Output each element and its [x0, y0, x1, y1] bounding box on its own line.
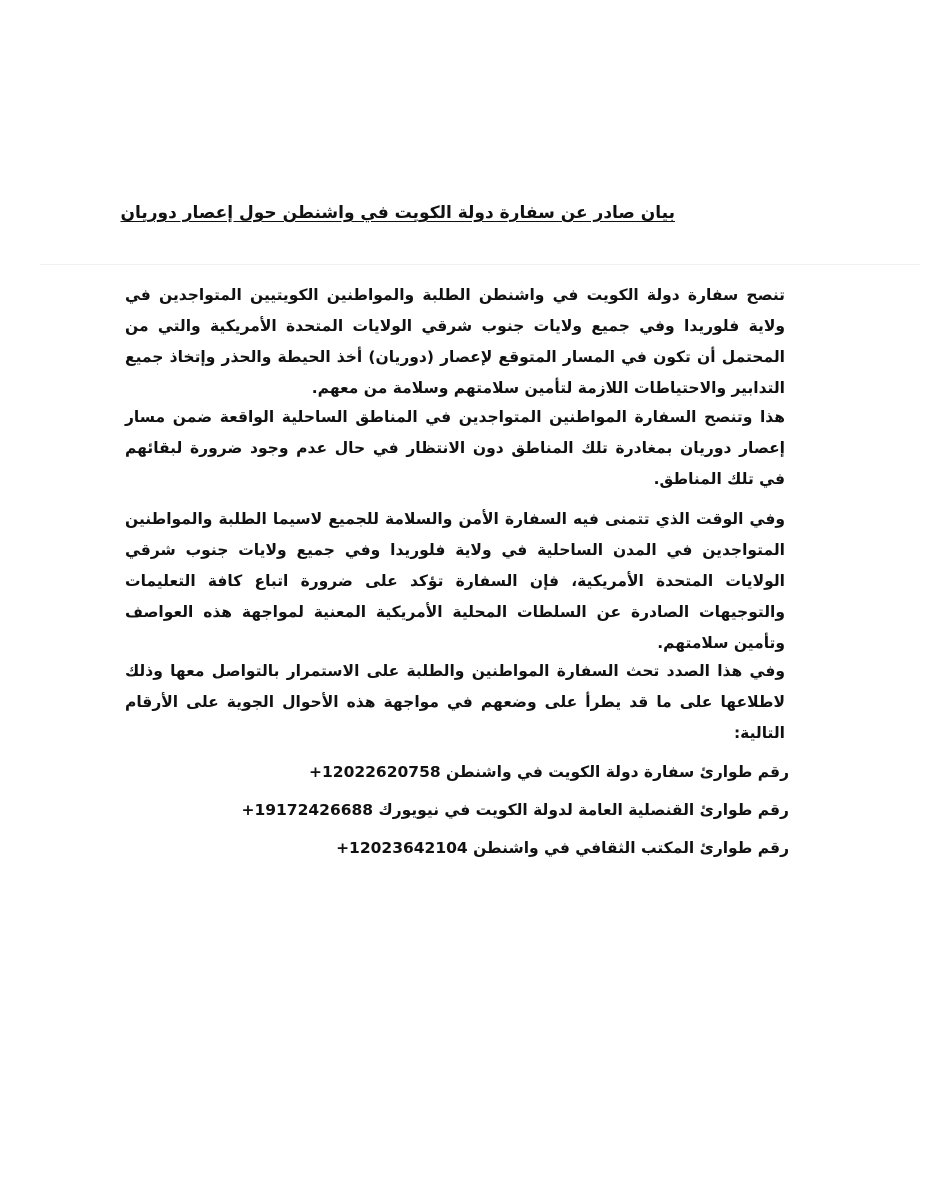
contact-label: رقم طوارئ المكتب الثقافي في واشنطن	[473, 839, 789, 857]
contact-label: رقم طوارئ سفارة دولة الكويت في واشنطن	[446, 763, 789, 781]
paragraph-advisory: تنصح سفارة دولة الكويت في واشنطن الطلبة والمواطنين الكويتيين المتواجدين في ولاية فلوريدا وفي جميع ولايات جنوب شرقي الولايات المتحدة الأمريكية والتي من المحتمل أن تكون في المسار المتوقع لإعصار (دوريان) أخذ الحيطة والحذر وإتخاذ جميع التدابير والاحتياطات اللازمة لتأمين سلامتهم وسلامة من معهم.	[125, 286, 785, 397]
paragraph-contact-intro: وفي هذا الصدد تحث السفارة المواطنين والطلبة على الاستمرار بالتواصل معها وذلك لاطلاعها على ما قد يطرأ على وضعهم في مواجهة هذه الأحوال الجوية على الأرقام التالية:	[125, 662, 785, 742]
document-title: بيان صادر عن سفارة دولة الكويت في واشنطن حول إعصار دوريان	[120, 203, 675, 223]
contact-line-consulate	[241, 801, 789, 819]
contact-line-cultural-office	[336, 839, 789, 857]
contact-number: +19172426688	[241, 801, 374, 819]
contact-label: رقم طوارئ القنصلية العامة لدولة الكويت في نيويورك	[378, 801, 789, 819]
paragraph-instructions: وفي الوقت الذي تتمنى فيه السفارة الأمن والسلامة للجميع لاسيما الطلبة والمواطنين المتواجدين في المدن الساحلية في ولاية فلوريدا وفي جميع ولايات جنوب شرقي الولايات المتحدة الأمريكية، فإن السفارة تؤكد على ضرورة اتباع كافة التعليمات والتوجيهات الصادرة عن السلطات المحلية الأمريكية المعنية لمواجهة هذه العواصف وتأمين سلامتهم.	[125, 510, 785, 652]
scan-artifact-line	[40, 264, 920, 265]
contact-number: +12023642104	[336, 839, 468, 857]
paragraph-evacuation: هذا وتنصح السفارة المواطنين المتواجدين في المناطق الساحلية الواقعة ضمن مسار إعصار دوريان بمغادرة تلك المناطق دون الانتظار في حال عدم وجود ضرورة لبقائهم في تلك المناطق.	[125, 408, 785, 488]
contact-line-embassy	[309, 763, 789, 781]
contact-number: +12022620758	[309, 763, 441, 781]
